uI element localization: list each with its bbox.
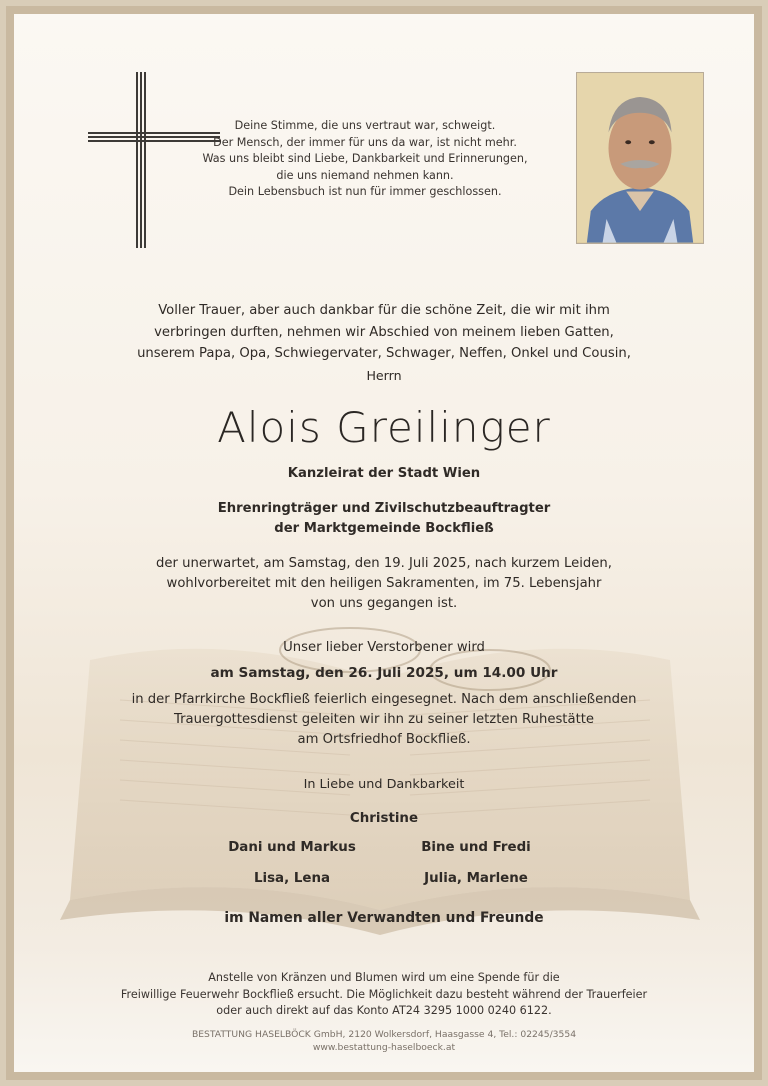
funeral-line: in der Pfarrkirche Bockfließ feierlich eingesegnet. Nach dem anschließenden xyxy=(131,692,637,707)
donation-note xyxy=(60,970,708,1020)
deceased-name: Alois Greilinger xyxy=(217,403,551,452)
title-line: der Marktgemeinde Bockfließ xyxy=(274,521,494,536)
title-line: Kanzleirat der Stadt Wien xyxy=(287,466,481,481)
donation-line: Freiwillige Feuerwehr Bockfließ ersucht. Die Möglichkeit dazu besteht während der Trauerfeier xyxy=(120,987,648,1001)
intro-line: unserem Papa, Opa, Schwiegervater, Schwager, Neffen, Onkel und Cousin, xyxy=(137,346,631,361)
intro-line: verbringen durften, nehmen wir Abschied von meinem lieben Gatten, xyxy=(154,324,614,340)
funeral-date: am Samstag, den 26. Juli 2025, um 14.00 Uhr xyxy=(210,665,558,681)
relatives-line: im Namen aller Verwandten und Freunde xyxy=(224,910,544,926)
funeral-details xyxy=(90,690,678,750)
memorial-verse xyxy=(200,118,530,201)
mourners-row xyxy=(200,871,568,886)
verse-line: die uns niemand nehmen kann. xyxy=(276,168,454,182)
death-line: der unerwartet, am Samstag, den 19. Juli 2025, nach kurzem Leiden, xyxy=(156,556,612,571)
closing-phrase: In Liebe und Dankbarkeit xyxy=(303,777,465,792)
funeral-intro: Unser lieber Verstorbener wird xyxy=(283,640,485,655)
death-notice xyxy=(90,554,678,614)
undertaker-address: BESTATTUNG HASELBÖCK GmbH, 2120 Wolkersdorf, Haasgasse 4, Tel.: 02245/3554 xyxy=(191,1029,577,1040)
verse-line: Dein Lebensbuch ist nun für immer geschlossen. xyxy=(228,185,502,198)
mourner-name: Dani und Markus xyxy=(228,840,356,855)
mourner-name: Julia, Marlene xyxy=(424,871,528,886)
undertaker-website: www.bestattung-haselboeck.at xyxy=(312,1042,456,1053)
portrait-photo xyxy=(576,72,704,244)
honors xyxy=(90,489,678,539)
undertaker-info xyxy=(60,1028,708,1054)
donation-line: Anstelle von Kränzen und Blumen wird um eine Spende für die xyxy=(208,971,560,984)
funeral-line: Trauergottesdienst geleiten wir ihn zu seiner letzten Ruhestätte xyxy=(173,712,595,727)
verse-line: Deine Stimme, die uns vertraut war, schweigt. xyxy=(234,119,496,132)
mourner-name: Lisa, Lena xyxy=(253,871,331,886)
mourners-row xyxy=(200,840,568,855)
intro-line: Voller Trauer, aber auch dankbar für die schöne Zeit, die wir mit ihm xyxy=(158,303,610,318)
death-line: wohlvorbereitet mit den heiligen Sakramenten, im 75. Lebensjahr xyxy=(166,576,602,591)
intro-text xyxy=(90,300,678,365)
verse-line: Der Mensch, der immer für uns da war, ist nicht mehr. xyxy=(213,135,517,149)
mourner-name: Bine und Fredi xyxy=(421,840,531,855)
salutation: Herrn xyxy=(366,368,402,383)
verse-line: Was uns bleibt sind Liebe, Dankbarkeit und Erinnerungen, xyxy=(202,152,528,165)
title-line: Ehrenringträger und Zivilschutzbeauftragter xyxy=(217,501,551,516)
donation-line: oder auch direkt auf das Konto AT24 3295 1000 0240 6122. xyxy=(216,1004,552,1017)
death-line: von uns gegangen ist. xyxy=(310,596,458,611)
mourner-name: Christine xyxy=(349,811,419,826)
funeral-line: am Ortsfriedhof Bockfließ. xyxy=(297,732,471,747)
